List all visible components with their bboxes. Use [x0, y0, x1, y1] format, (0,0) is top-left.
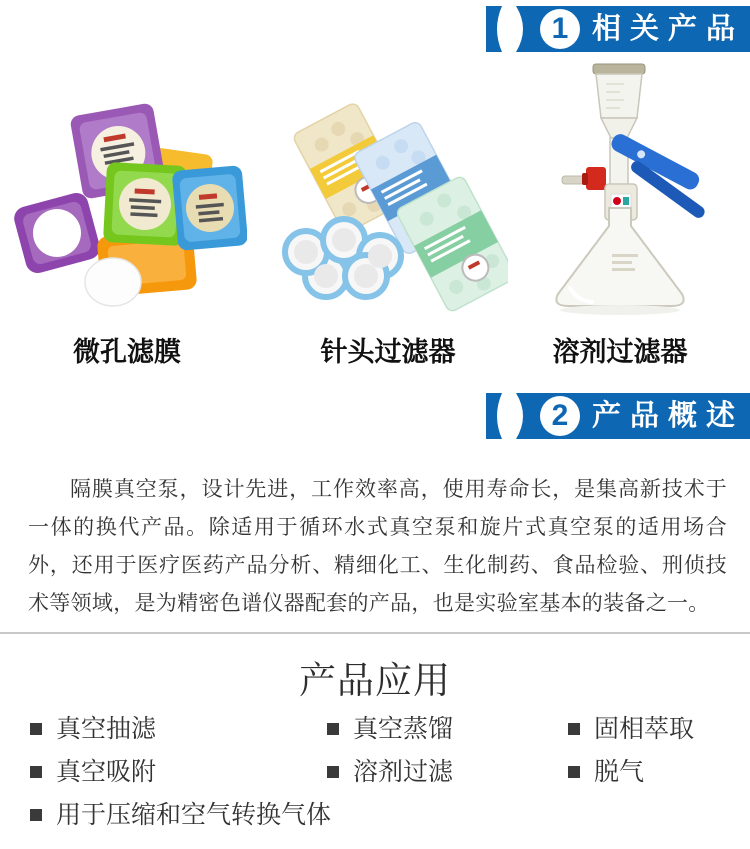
bullet-square-icon [327, 766, 339, 778]
application-item [30, 757, 156, 787]
syringe-filter-packs-icon [268, 80, 508, 320]
product-caption-solvent: 溶剂过滤器 [552, 337, 688, 367]
product-overview-paragraph: 隔膜真空泵，设计先进，工作效率高，使用寿命长，是集高新技术于一体的换代产品。除适用于循环水式真空泵和旋片式真空泵的适用场合外，还用于医疗医药产品分析、精细化工、生化制药、食品检验、刑侦技术等领域，是为精密色谱仪器配套的产品，也是实验室基本的装备之一。 [28, 478, 727, 615]
product-caption-membrane: 微孔滤膜 [73, 337, 181, 367]
section-banner-overview [486, 393, 750, 439]
product-image-syringe-filters [268, 80, 508, 320]
application-item [568, 757, 644, 787]
bullet-square-icon [30, 766, 42, 778]
section-banner-related [486, 6, 750, 52]
bullet-square-icon [568, 766, 580, 778]
product-image-membrane-filters [7, 58, 247, 323]
solvent-filter-apparatus-icon [500, 56, 740, 324]
bullet-square-icon [30, 723, 42, 735]
section-number-badge [540, 396, 580, 436]
section-number: 1 [551, 12, 569, 45]
section-divider [0, 632, 750, 634]
bullet-square-icon [568, 723, 580, 735]
section-title: 产品概述 [592, 400, 745, 432]
application-item [327, 757, 453, 787]
section-number: 2 [551, 399, 569, 432]
bullet-square-icon [327, 723, 339, 735]
application-label: 脱气 [594, 758, 645, 786]
application-label: 真空抽滤 [56, 715, 157, 743]
section-number-badge [540, 9, 580, 49]
application-item [30, 800, 331, 830]
product-caption-syringe: 针头过滤器 [320, 337, 456, 367]
application-item [30, 714, 156, 744]
membrane-filter-boxes-icon [7, 58, 247, 323]
bullet-square-icon [30, 809, 42, 821]
application-label: 真空蒸馏 [353, 715, 454, 743]
application-label: 溶剂过滤 [353, 758, 454, 786]
product-image-solvent-filter [500, 56, 740, 324]
application-label: 用于压缩和空气转换气体 [56, 801, 332, 829]
section-title: 相关产品 [592, 13, 745, 45]
application-label: 固相萃取 [594, 715, 695, 743]
application-label: 真空吸附 [56, 758, 157, 786]
application-item [568, 714, 694, 744]
application-item [327, 714, 453, 744]
applications-heading: 产品应用 [299, 660, 451, 701]
